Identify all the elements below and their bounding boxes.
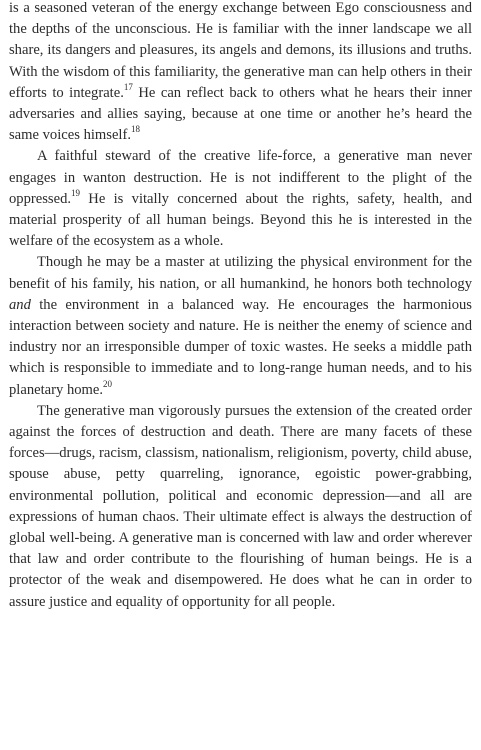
paragraph-p3 <box>9 252 472 400</box>
text-run: Though he may be a master at utilizing the physical environment for the benefit of his family, his nation, or all humankind, he honors both technology <box>9 254 472 292</box>
footnote-marker: 18 <box>131 124 140 135</box>
body-text <box>9 0 472 613</box>
text-run: He can reflect back to others what he hears their inner adversaries and allies saying, because at one time or another he’s heard the same voices himself. <box>9 84 473 144</box>
paragraph-p1 <box>9 0 472 146</box>
text-run: is a seasoned veteran of the energy exchange between Ego consciousness and the depths of the unconscious. He is familiar with the inner landscape we all share, its dangers and pleasures, its angels and demons, its illusions and truths. With the wisdom of this familiarity, the generative man can help others in their efforts to integrate. <box>9 0 472 101</box>
text-run: A faithful steward of the creative life-force, a generative man never engages in wanton destruction. He is not indifferent to the plight of the oppressed. <box>9 148 472 207</box>
emphasized-text: and <box>9 296 31 313</box>
paragraph-p4 <box>9 401 472 613</box>
text-run: He is vitally concerned about the rights, safety, health, and material prosperity of all human beings. Beyond this he is interested in the welfare of the ecosystem as a whole. <box>9 190 472 250</box>
text-run: the environment in a balanced way. He encourages the harmonious interaction between society and nature. He is neither the enemy of science and industry nor an irresponsible dumper of toxic wastes. He seeks a middle path which is responsible to immediate and to long-range human needs, and to his planetary home. <box>9 296 472 398</box>
footnote-marker: 19 <box>71 187 81 198</box>
footnote-marker: 20 <box>103 378 113 389</box>
text-run: The generative man vigorously pursues the extension of the created order against the forces of destruction and death. There are many facets of these forces—drugs, racism, classism, nationalism, religionism, poverty, child abuse, spouse abuse, petty quarreling, ignorance, egoistic power-grabbing, environmental pollution, political and economic depression—and all are expressions of human chaos. Their ultimate effect is always the destruction of global well-being. A generative man is concerned with law and order wherever that law and order contribute to the flourishing of human beings. He is a protector of the weak and disempowered. He does what he can in order to assure justice and equality of opportunity for all people. <box>9 402 472 610</box>
footnote-marker: 17 <box>123 81 133 92</box>
paragraph-p2 <box>9 146 472 252</box>
